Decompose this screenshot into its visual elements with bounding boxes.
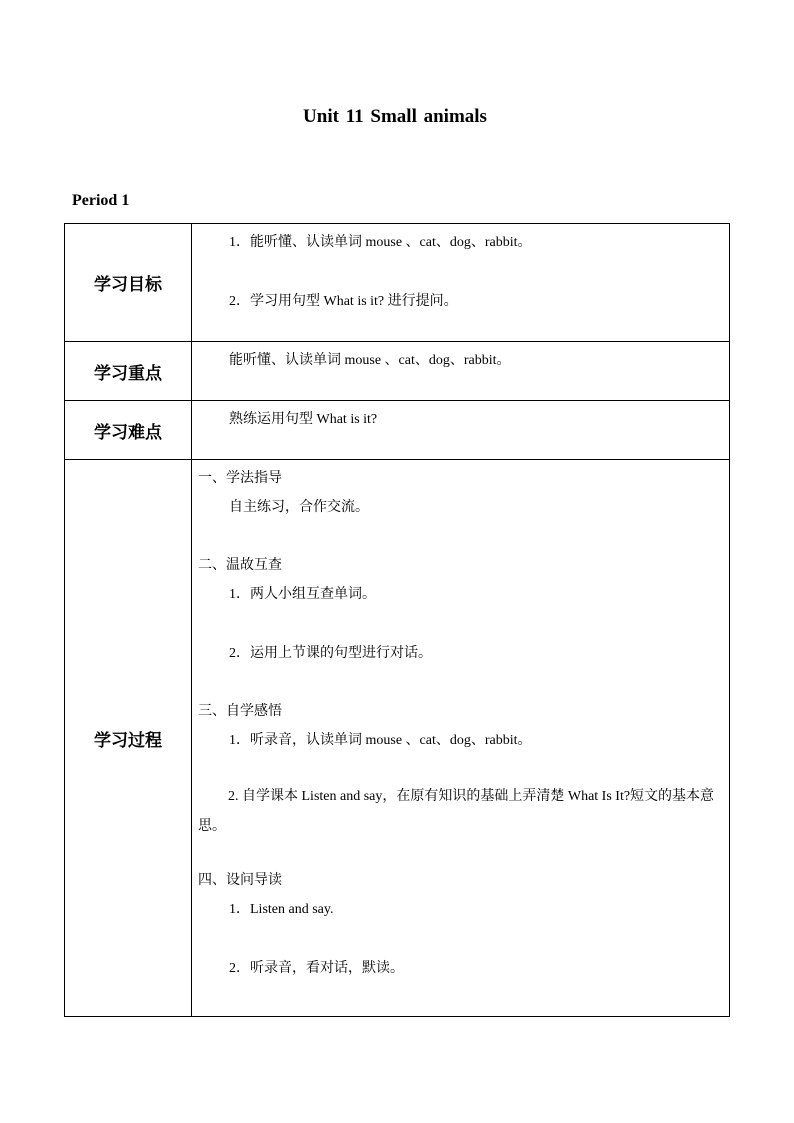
list-item: 自主练习，合作交流。 (229, 500, 369, 515)
section-heading: 四、设问导读 (198, 873, 282, 888)
list-item: 1．Listen and say. (229, 902, 334, 917)
list-item: 1．两人小组互查单词。 (229, 587, 376, 602)
process-label: 学习过程 (65, 460, 192, 1017)
paragraph-text: 2. 自学课本 Listen and say，在原有知识的基础上弄清楚 What Is It?短文的基本意思。 (198, 789, 715, 834)
page-title: Unit 11 Small animals (303, 106, 487, 127)
table-row-key-points (65, 342, 730, 401)
key-points-text: 能听懂、认读单词 mouse 、cat、dog、rabbit。 (229, 353, 511, 368)
goals-item: 2．学习用句型 What is it? 进行提问。 (229, 294, 458, 309)
process-content (192, 460, 730, 1017)
section-heading: 三、自学感悟 (198, 704, 282, 719)
difficulties-text: 熟练运用句型 What is it? (229, 412, 378, 427)
lesson-plan-table (64, 223, 730, 1017)
list-item-paragraph (192, 782, 729, 842)
table-row-goals (65, 224, 730, 342)
difficulties-content (192, 401, 730, 460)
difficulties-label: 学习难点 (65, 401, 192, 460)
table-row-difficulties (65, 401, 730, 460)
list-item: 1．听录音，认读单词 mouse 、cat、dog、rabbit。 (229, 733, 532, 748)
section-heading: 一、学法指导 (198, 471, 282, 486)
key-points-content (192, 342, 730, 401)
table-row-process (65, 460, 730, 1017)
period-heading: Period 1 (72, 192, 130, 209)
goals-content (192, 224, 730, 342)
goals-item: 1．能听懂、认读单词 mouse 、cat、dog、rabbit。 (229, 235, 532, 250)
goals-label: 学习目标 (65, 224, 192, 342)
list-item: 2．听录音，看对话，默读。 (229, 961, 404, 976)
key-points-label: 学习重点 (65, 342, 192, 401)
section-heading: 二、温故互查 (198, 558, 282, 573)
list-item: 2．运用上节课的句型进行对话。 (229, 646, 432, 661)
